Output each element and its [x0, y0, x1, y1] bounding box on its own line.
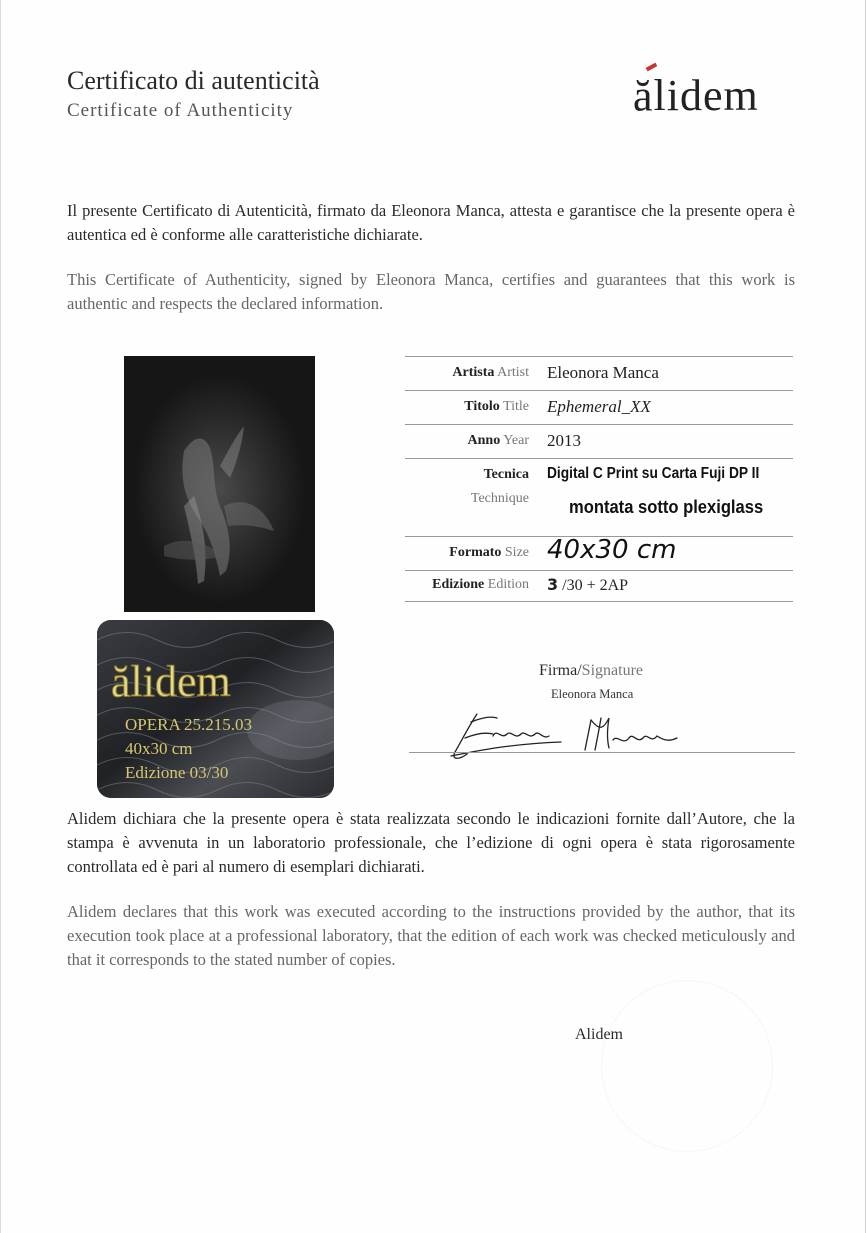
signature-line — [409, 752, 795, 753]
label-technique-en: Technique — [470, 491, 529, 506]
intro-english: This Certificate of Authenticity, signed by Eleonora Manca, certifies and guarantees that this work is authentic and respects the declared information. — [67, 270, 795, 313]
hologram-edition: Edizione 03/30 — [125, 763, 229, 782]
row-technique — [405, 458, 793, 537]
label-title: Titolo Title — [464, 399, 529, 414]
title-english: Certificate of Authenticity — [67, 100, 294, 121]
label-edition: Edizione Edition — [432, 577, 529, 592]
hologram-opera: OPERA 25.215.03 — [125, 715, 253, 734]
value-edition — [547, 575, 628, 595]
label-technique-it: Tecnica — [483, 467, 529, 482]
value-artist: Eleonora Manca — [547, 363, 659, 382]
value-size-handwritten: 40x30 cm — [547, 535, 677, 565]
value-year: 2013 — [547, 431, 581, 450]
hologram-size: 40x30 cm — [125, 739, 193, 758]
handwritten-signature — [441, 700, 701, 776]
hologram-logo: ălidem — [111, 657, 231, 706]
row-title — [405, 390, 793, 425]
row-edition — [405, 570, 793, 602]
title-italian: Certificato di autenticità — [67, 66, 320, 95]
edition-number-handwritten: 3 — [547, 575, 559, 594]
artwork-photo — [124, 356, 315, 612]
signature-printed-name: Eleonora Manca — [551, 687, 634, 701]
hologram-sticker — [97, 620, 334, 798]
value-technique-line2: montata sotto plexiglass — [569, 497, 764, 517]
value-title: Ephemeral_XX — [547, 397, 651, 416]
intro-italian: Il presente Certificato di Autenticità, firmato da Eleonora Manca, attesta e garantisce che la presente opera è autentica ed è conforme alle caratteristiche dichiarate. — [67, 201, 795, 244]
hologram-pattern — [97, 620, 334, 798]
label-size: Formato Size — [449, 545, 529, 560]
declaration-english: Alidem declares that this work was executed according to the instructions provided by the author, that its execution took place at a professional laboratory, that the edition of each work was checked meticulously and that it corresponds to the stated number of copies. — [67, 902, 795, 969]
embossed-seal — [601, 980, 773, 1152]
declaration-italian: Alidem dichiara che la presente opera è stata realizzata secondo le indicazioni fornite dall’Autore, che la stampa è avvenuta in un laboratorio professionale, che l’edizione di ogni opera è stata rigorosamente controllata ed è pari al numero di esemplari dichiarati. — [67, 809, 795, 876]
row-year — [405, 424, 793, 459]
alidem-logo: ălidem — [633, 71, 759, 120]
row-size — [405, 536, 793, 571]
signature-scribble — [441, 700, 701, 772]
signature-label: Firma/Signature — [539, 662, 643, 679]
signature-handwritten-text: Eleonora Manca — [441, 700, 450, 701]
label-artist: Artista Artist — [452, 365, 529, 380]
alidem-signoff: Alidem — [575, 1026, 623, 1043]
edition-total: /30 + 2AP — [562, 577, 629, 594]
label-year: Anno Year — [467, 433, 529, 448]
row-artist — [405, 356, 793, 391]
value-technique-line1: Digital C Print su Carta Fuji DP II — [547, 465, 760, 482]
artwork-figure-image — [124, 356, 315, 612]
